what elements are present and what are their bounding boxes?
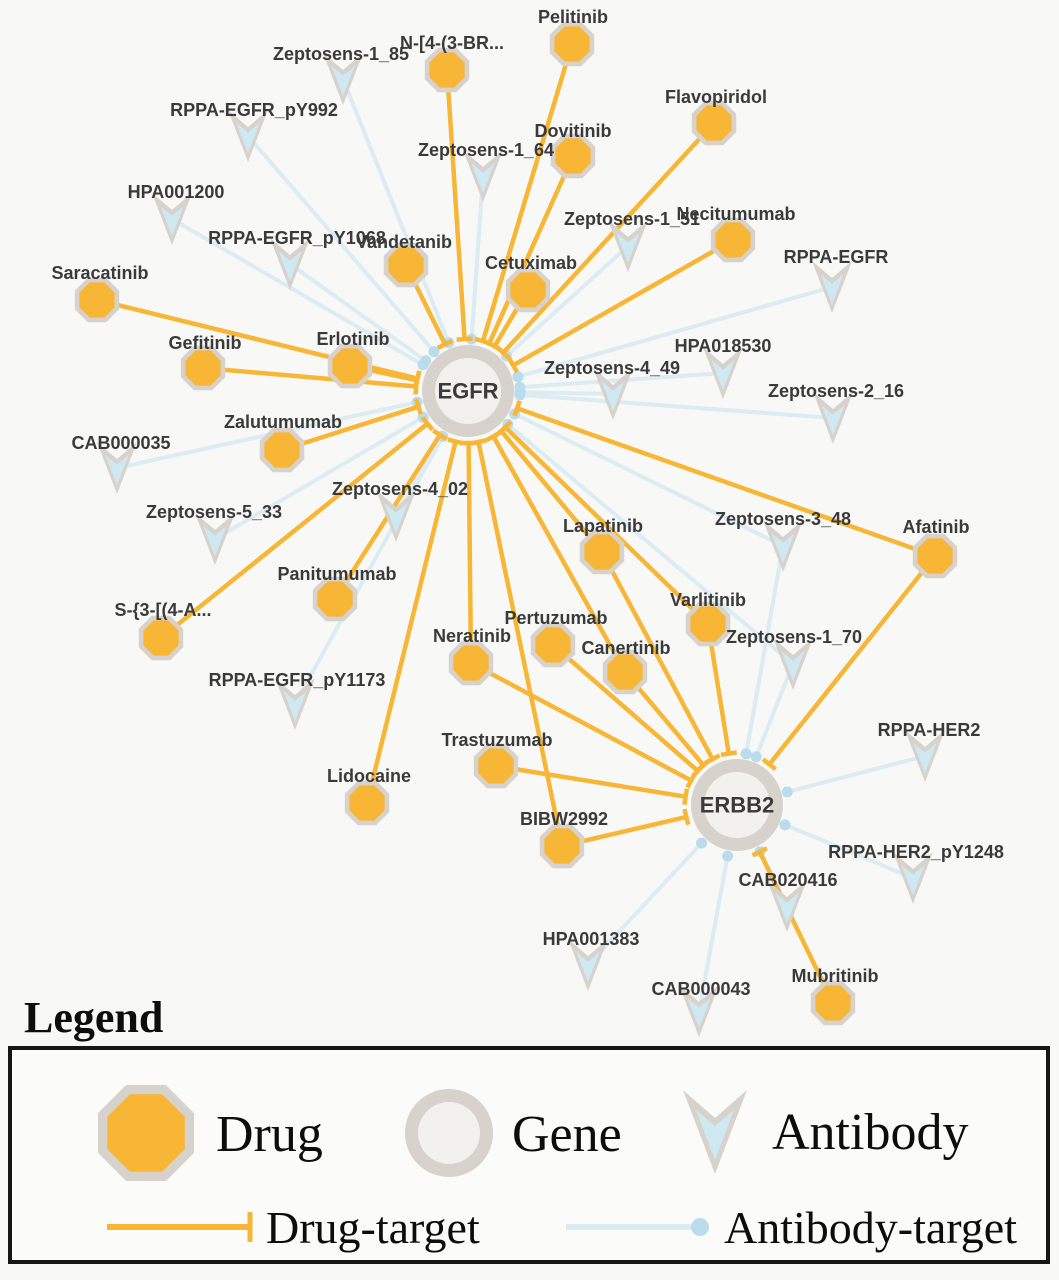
node-label-rppa-egfr-py1068: RPPA-EGFR_pY1068 [208, 228, 386, 248]
node-label-rppa-her2-py1248: RPPA-HER2_pY1248 [828, 842, 1004, 862]
node-label-zeptosens-5-33: Zeptosens-5_33 [145, 502, 283, 522]
node-label-n-4-3-br: N-[4-(3-BR... [400, 33, 504, 53]
node-label-panitumumab: Panitumumab [277, 564, 397, 584]
antibody-target-dot-icon [691, 1218, 709, 1236]
node-label-canertinib: Canertinib [581, 638, 671, 658]
node-label-trastuzumab: Trastuzumab [441, 730, 553, 750]
node-label-hpa001200: HPA001200 [127, 182, 225, 202]
legend-drug-label: Drug [216, 1106, 323, 1163]
node-label-gefitinib: Gefitinib [168, 333, 242, 353]
node-label-varlitinib: Varlitinib [669, 590, 747, 610]
node-label-rppa-egfr-py992: RPPA-EGFR_pY992 [170, 100, 338, 120]
legend-antibody-label: Antibody [772, 1104, 969, 1161]
node-label-bibw2992: BIBW2992 [519, 809, 609, 829]
node-label-flavopiridol: Flavopiridol [664, 87, 768, 107]
node-label-saracatinib: Saracatinib [51, 263, 149, 283]
node-label-zeptosens-1-64: Zeptosens-1_64 [417, 140, 555, 160]
node-label-necitumumab: Necitumumab [676, 204, 796, 224]
drug-octagon-icon [107, 1094, 185, 1172]
node-label-zeptosens-4-49: Zeptosens-4_49 [543, 358, 681, 378]
node-label-hpa018530: HPA018530 [674, 336, 772, 356]
gene-label-egfr: EGFR [437, 378, 499, 404]
node-label-dovitinib: Dovitinib [534, 121, 612, 141]
node-label-rppa-egfr-py1173: RPPA-EGFR_pY1173 [208, 670, 386, 690]
node-label-zeptosens-2-16: Zeptosens-2_16 [767, 381, 905, 401]
node-label-zeptosens-1-51: Zeptosens-1_51 [563, 209, 701, 229]
node-label-lidocaine: Lidocaine [326, 766, 412, 786]
node-label-s-3-4-a: S-{3-[(4-A... [114, 600, 212, 620]
node-label-afatinib: Afatinib [902, 517, 970, 537]
node-label-vandetanib: Vandetanib [355, 232, 453, 252]
node-label-pertuzumab: Pertuzumab [504, 608, 608, 628]
node-label-rppa-egfr: RPPA-EGFR [783, 247, 889, 267]
node-label-mubritinib: Mubritinib [791, 966, 879, 986]
node-label-zeptosens-1-70: Zeptosens-1_70 [725, 627, 863, 647]
node-label-erlotinib: Erlotinib [316, 329, 390, 349]
node-label-zalutumumab: Zalutumumab [223, 412, 343, 432]
node-label-zeptosens-1-85: Zeptosens-1_85 [272, 44, 410, 64]
node-label-rppa-her2: RPPA-HER2 [877, 720, 981, 740]
node-label-cetuximab: Cetuximab [484, 253, 578, 273]
node-label-neratinib: Neratinib [432, 626, 512, 646]
node-label-cab000043: CAB000043 [651, 979, 751, 999]
node-label-pelitinib: Pelitinib [537, 7, 609, 27]
node-label-hpa001383: HPA001383 [542, 929, 640, 949]
node-label-cab020416: CAB020416 [738, 870, 838, 890]
node-label-zeptosens-4-02: Zeptosens-4_02 [331, 479, 469, 499]
gene-label-erbb2: ERBB2 [699, 792, 775, 818]
node-label-zeptosens-3-48: Zeptosens-3_48 [714, 509, 852, 529]
node-label-lapatinib: Lapatinib [563, 516, 643, 536]
legend-title: Legend [24, 993, 164, 1042]
legend-antibody-target-label: Antibody-target [724, 1202, 1017, 1253]
legend-gene-label: Gene [512, 1106, 622, 1163]
gene-inner-icon [418, 1102, 480, 1164]
node-label-cab000035: CAB000035 [71, 433, 171, 453]
legend-drug-target-label: Drug-target [266, 1202, 480, 1253]
